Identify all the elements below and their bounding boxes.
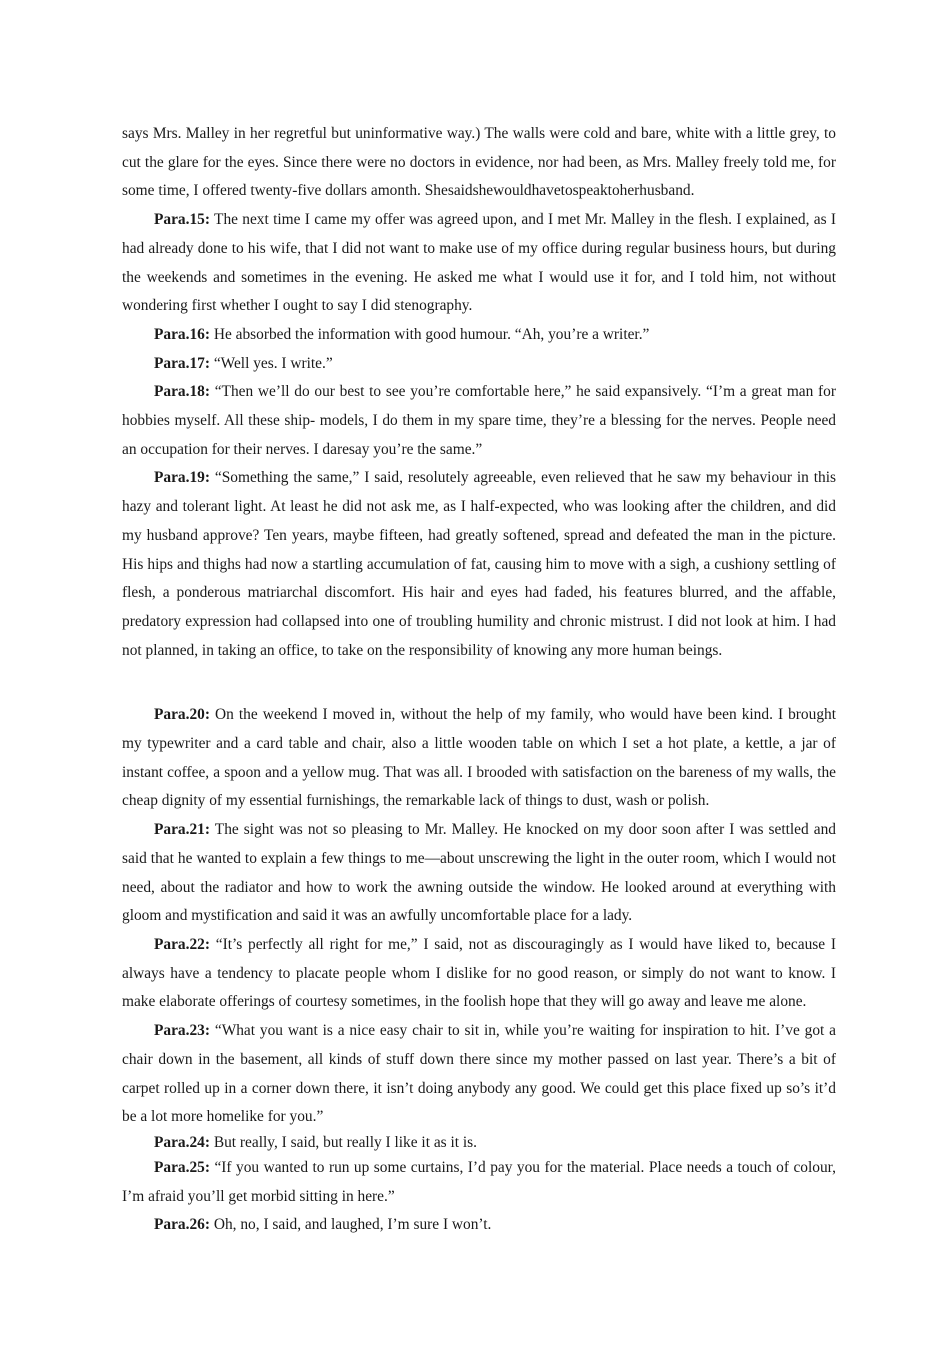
paragraph-19 — [122, 464, 836, 665]
paragraph-text: He absorbed the information with good humour. “Ah, you’re a writer.” — [210, 325, 650, 343]
paragraph-label: Para.24: — [154, 1133, 210, 1151]
paragraph-label: Para.21: — [154, 821, 210, 839]
paragraph-18 — [122, 378, 836, 464]
paragraph-text: says Mrs. Malley in her regretful but uninformative way.) The walls were cold and bare, white with a little grey, to cut the glare for the eyes. Since there were no doctors in evidence, nor had been, as Mrs. Malley freely told me, for some time, I offered twenty-five dollars amonth. Shesaidshewouldhavetospeaktoherhusband. — [122, 125, 836, 200]
paragraph-label: Para.25: — [154, 1158, 210, 1176]
paragraph-label: Para.26: — [154, 1216, 210, 1234]
paragraph-label: Para.19: — [154, 469, 210, 487]
paragraph-text: “Then we’ll do our best to see you’re comfortable here,” he said expansively. “I’m a great man for hobbies myself. All these ship- models, I do them in my spare time, they’re a blessing for the nerves. People need an occupation for their nerves. I daresay you’re the same.” — [122, 383, 836, 458]
paragraph-14-continued — [122, 120, 836, 206]
paragraph-22 — [122, 931, 836, 1017]
paragraph-17 — [122, 350, 836, 379]
paragraph-text: “If you wanted to run up some curtains, I’d pay you for the material. Place needs a touch of colour, I’m afraid you’ll get morbid sitting in here.” — [122, 1158, 836, 1205]
document-page — [122, 120, 836, 1240]
paragraph-text: “Well yes. I write.” — [210, 354, 333, 372]
paragraph-label: Para.18: — [154, 383, 210, 401]
paragraph-20 — [122, 701, 836, 816]
paragraph-25 — [122, 1154, 836, 1211]
paragraph-26 — [122, 1211, 836, 1240]
paragraph-24 — [122, 1132, 836, 1154]
paragraph-text: “Something the same,” I said, resolutely agreeable, even relieved that he saw my behaviour in this hazy and tolerant light. At least he did not ask me, as I half-expected, who was looking after the children, and did my husband approve? Ten years, maybe fifteen, had greatly softened, spread and defeated the man in the picture. His hips and thighs had now a startling accumulation of fat, causing him to move with a sigh, a cushiony settling of flesh, a ponderous matriarchal discomfort. His hair and eyes had faded, his features blurred, and the affable, predatory expression had collapsed into one of troubling humility and chronic mistrust. I did not look at him. I had not planned, in taking an office, to take on the responsibility of knowing any more human beings. — [122, 469, 836, 659]
section-gap — [122, 665, 836, 701]
paragraph-label: Para.17: — [154, 354, 210, 372]
paragraph-label: Para.15: — [154, 211, 210, 229]
paragraph-text: The next time I came my offer was agreed upon, and I met Mr. Malley in the flesh. I explained, as I had already done to his wife, that I did not want to make use of my office during regular business hours, but during the weekends and sometimes in the evening. He asked me what I would use it for, and I told him, not without wondering first whether I ought to say I did stenography. — [122, 211, 836, 315]
paragraph-label: Para.16: — [154, 325, 210, 343]
paragraph-15 — [122, 206, 836, 321]
paragraph-label: Para.23: — [154, 1022, 210, 1040]
paragraph-text: “What you want is a nice easy chair to sit in, while you’re waiting for inspiration to hit. I’ve got a chair down in the basement, all kinds of stuff down there since my mother passed on last year. There’s a bit of carpet rolled up in a corner down there, it isn’t doing anybody any good. We could get this place fixed up so’s it’d be a lot more homelike for you.” — [122, 1022, 836, 1126]
paragraph-text: “It’s perfectly all right for me,” I said, not as discouragingly as I would have liked to, because I always have a tendency to placate people whom I dislike for no good reason, or simply do not want to know. I make elaborate offerings of courtesy sometimes, in the foolish hope that they will go away and leave me alone. — [122, 935, 836, 1011]
paragraph-23 — [122, 1017, 836, 1132]
paragraph-text: Oh, no, I said, and laughed, I’m sure I won’t. — [210, 1216, 492, 1234]
paragraph-21 — [122, 816, 836, 931]
paragraph-text: On the weekend I moved in, without the help of my family, who would have been kind. I brought my typewriter and a card table and chair, also a little wooden table on which I set a hot plate, a kettle, a jar of instant coffee, a spoon and a yellow mug. That was all. I brooded with satisfaction on the bareness of my walls, the cheap dignity of my essential furnishings, the remarkable lack of things to dust, wash or polish. — [122, 706, 836, 810]
paragraph-16 — [122, 321, 836, 350]
paragraph-label: Para.22: — [154, 935, 210, 953]
paragraph-label: Para.20: — [154, 706, 210, 724]
paragraph-text: The sight was not so pleasing to Mr. Malley. He knocked on my door soon after I was settled and said that he wanted to explain a few things to me—about unscrewing the light in the outer room, which I would not need, about the radiator and how to work the awning outside the window. He looked around at everything with gloom and mystification and said it was an awfully uncomfortable place for a lady. — [122, 821, 836, 925]
paragraph-text: But really, I said, but really I like it as it is. — [210, 1133, 477, 1151]
